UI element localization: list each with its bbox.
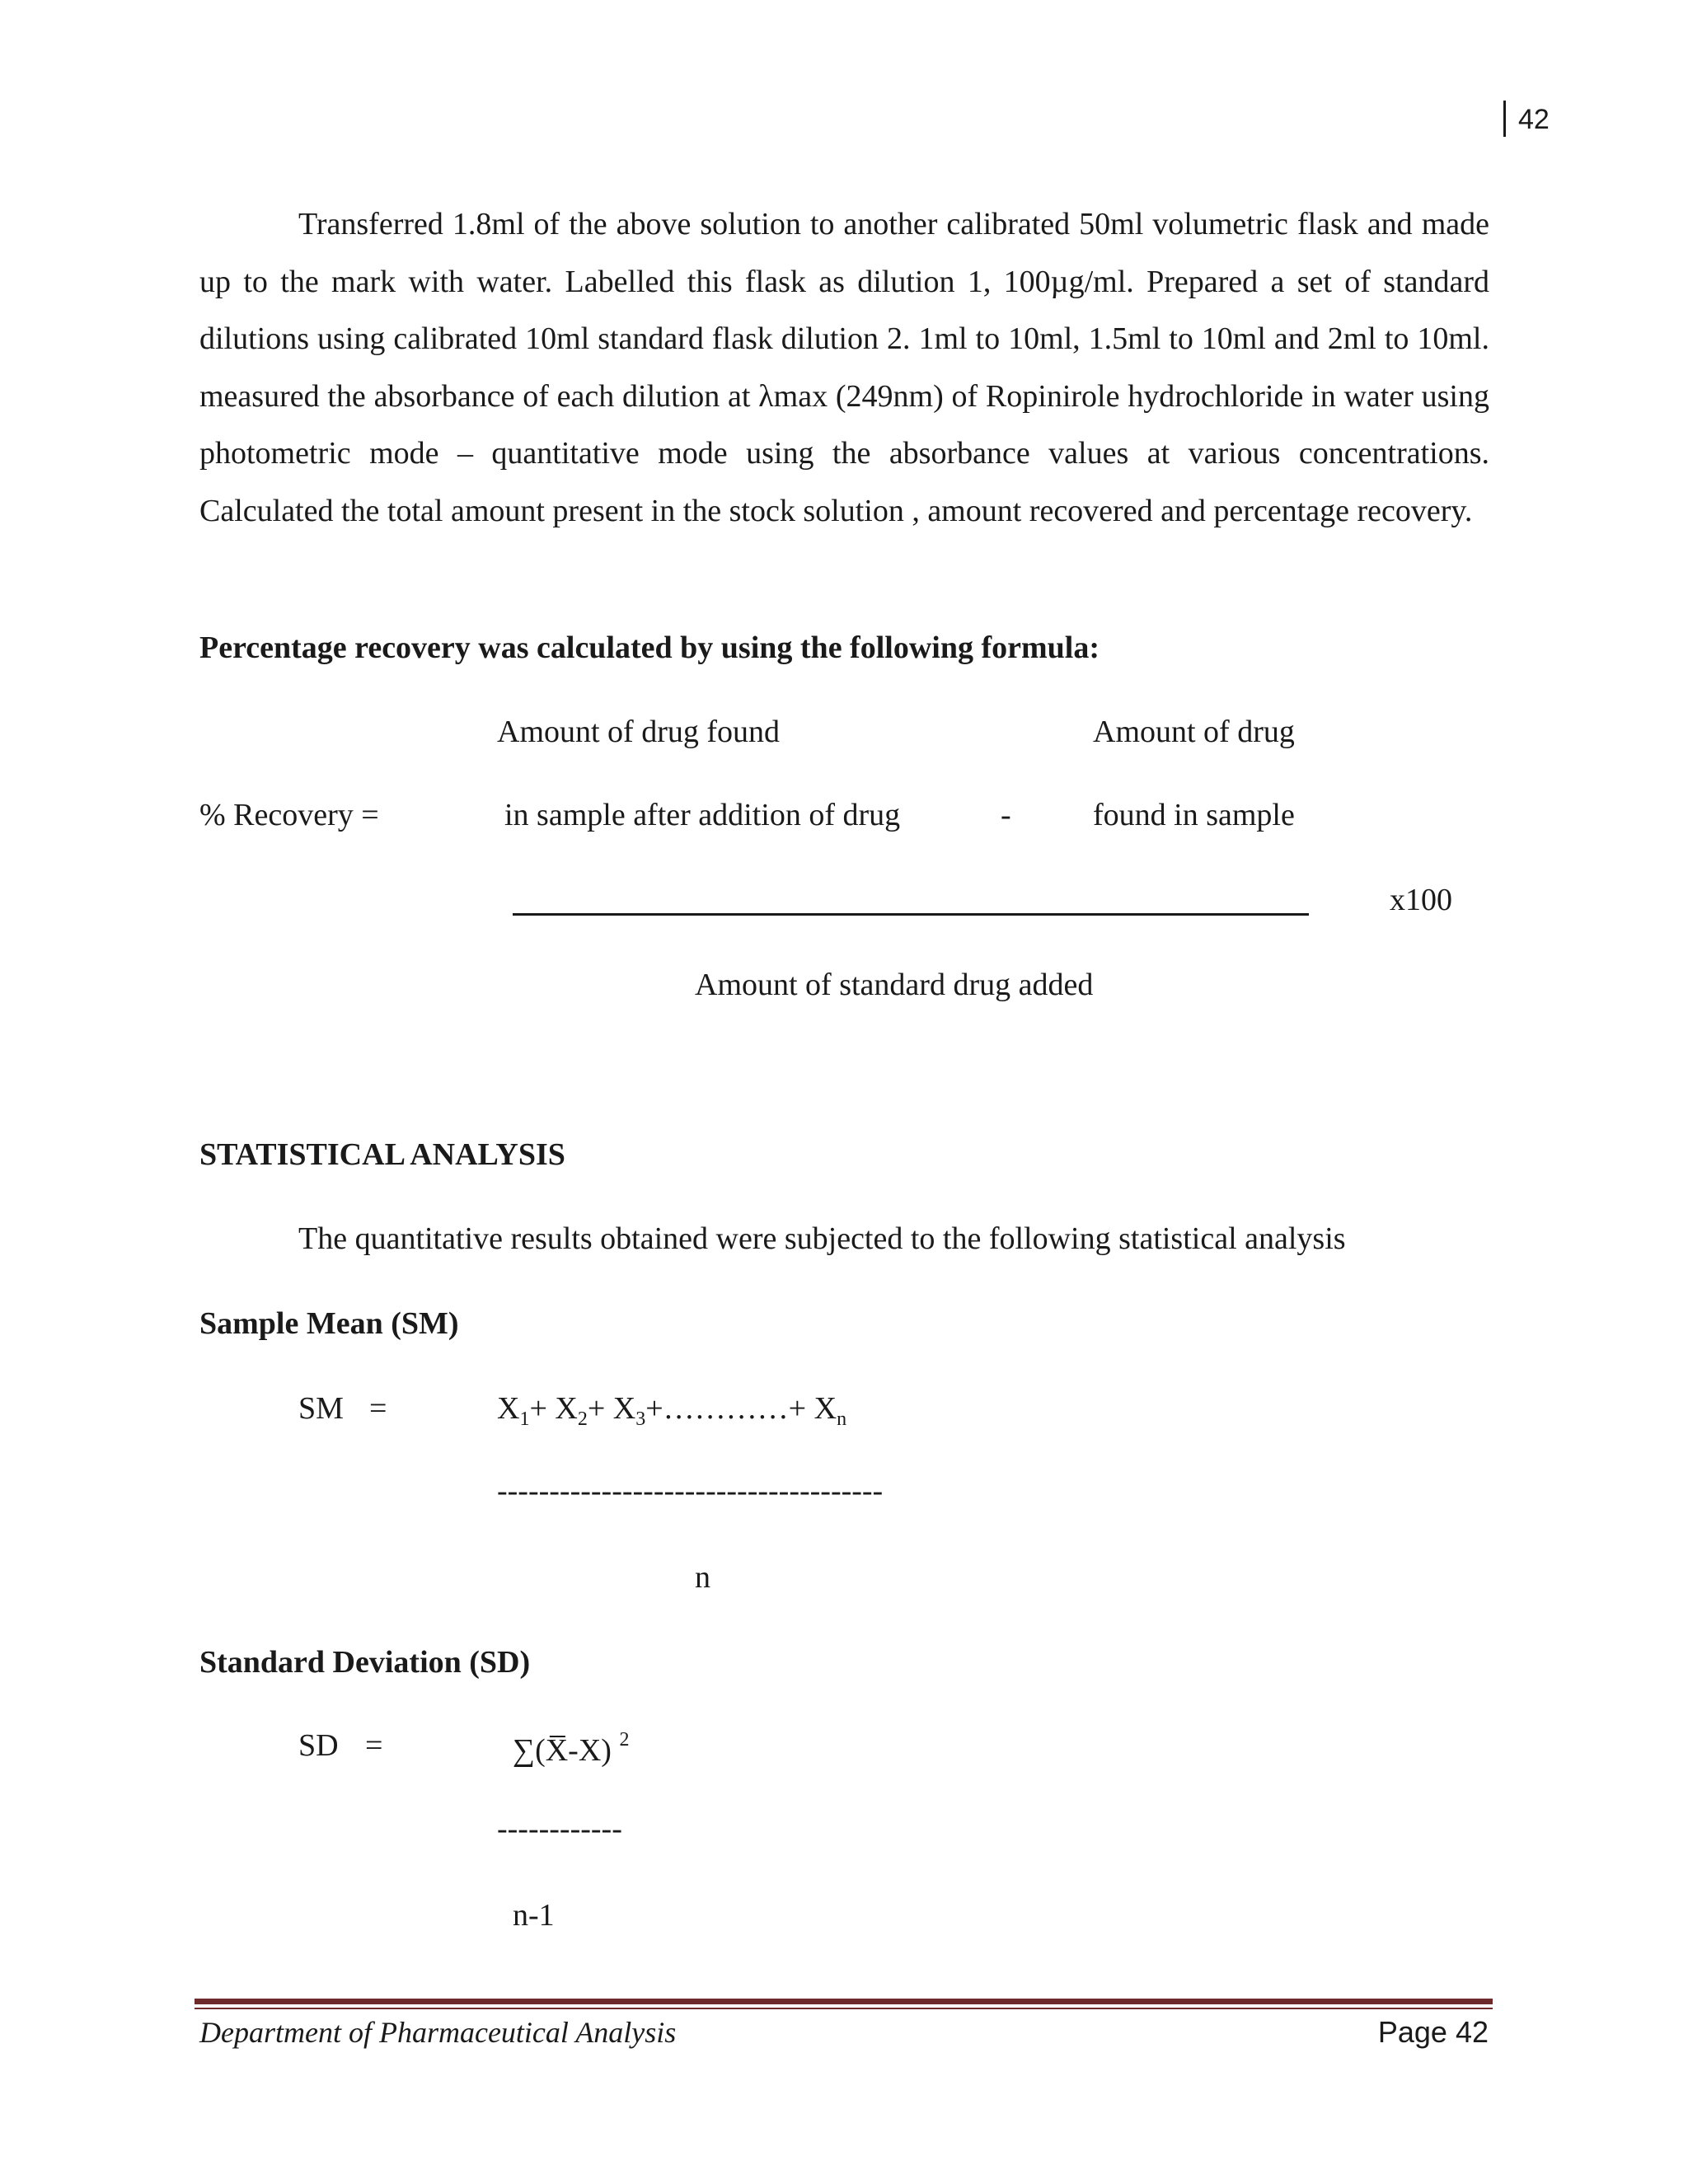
statistics-intro: The quantitative results obtained were subjected to the following statistical analysis [298,1221,1346,1256]
header-page-number: 42 [1518,104,1550,135]
footer-page-label: Page 42 [1377,2015,1489,2049]
footer-rule-thick [195,1999,1493,2004]
recovery-numerator-right-line1: Amount of drug [1093,715,1295,749]
recovery-label: % Recovery = [199,798,379,832]
recovery-numerator-left-line2: in sample after addition of drug [504,798,901,832]
recovery-minus-sign: - [1001,798,1011,832]
standard-deviation-numerator: ∑(X̅-X) $^2$ [513,1729,630,1768]
footer-department: Department of Pharmaceutical Analysis [199,2016,677,2049]
sample-mean-denominator: n [695,1560,710,1595]
header-divider [1503,101,1506,137]
body-paragraph [199,196,1489,540]
recovery-denominator: Amount of standard drug added [695,968,1094,1002]
recovery-fraction-bar [513,913,1309,916]
sample-mean-heading: Sample Mean (SM) [199,1306,459,1341]
standard-deviation-denominator: n-1 [513,1898,555,1933]
statistics-heading: STATISTICAL ANALYSIS [199,1137,565,1172]
sample-mean-numerator: $X_1+ X_2+$ $X_3+\dots\dots\dots\dots+ X_n$ [497,1391,847,1430]
standard-deviation-fraction-dashes: ------------ [497,1811,622,1846]
standard-deviation-equals: = [365,1728,383,1763]
recovery-multiplier: x100 [1390,883,1452,917]
paragraph-text: Transferred 1.8ml of the above solution to another calibrated 50ml volumetric flask and made up to the mark with water. Labelled this flask as dilution 1, 100µg/ml. Prepared a set of standard dilutions using calibrated 10ml standard flask dilution 2. 1ml to 10ml, 1.5ml to 10ml and 2ml to 10ml. measured the absorbance of each dilution at λmax (249nm) of Ropinirole hydrochloride in water using photometric mode – quantitative mode using the absorbance values at various concentrations. Calculated the total amount present in the stock solution , amount recovered and percentage recovery. [199,207,1489,528]
sample-mean-fraction-dashes: ------------------------------------- [497,1474,884,1508]
standard-deviation-lhs: SD [298,1728,339,1763]
recovery-numerator-right-line2: found in sample [1093,798,1295,832]
standard-deviation-heading: Standard Deviation (SD) [199,1645,531,1680]
footer-rule-thin [195,2008,1493,2009]
recovery-heading: Percentage recovery was calculated by using the following formula: [199,630,1100,665]
sample-mean-equals: = [369,1391,387,1426]
recovery-numerator-left-line1: Amount of drug found [497,715,781,749]
sample-mean-lhs: SM [298,1391,344,1426]
